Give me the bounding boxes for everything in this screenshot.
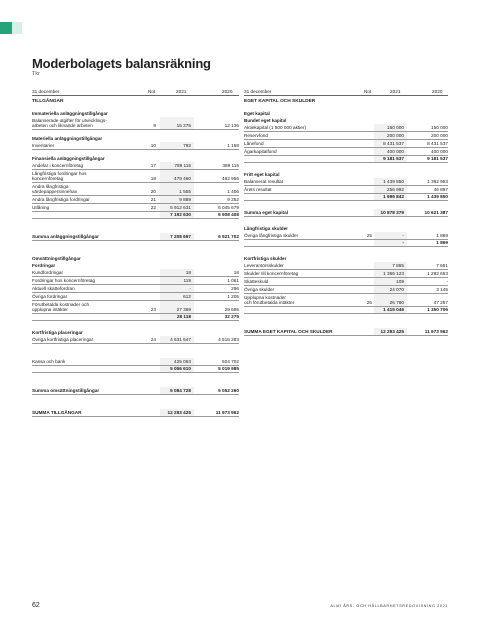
row-value-2020: 1 439 850 [427,193,448,199]
subtotal-row [244,156,448,163]
row-label: SUMMA EGET KAPITAL OCH SKULDER [244,328,333,334]
row-label [32,366,169,368]
row-note: 26 [366,299,372,305]
row-value-2021: 256 992 [387,186,404,192]
row-group [244,171,448,201]
row-value-2021: 792 [183,142,191,148]
row-group [244,225,448,247]
corner-accent-mark [0,22,12,34]
row-value-2020: 7 651 [436,262,448,268]
table-row [32,336,239,344]
row-label: Kassa och bank [32,358,66,364]
group-title: Eget kapital [244,111,270,116]
row-note: 25 [366,232,372,238]
row-group [32,329,239,344]
table-row [32,162,239,170]
row-note: 22 [150,204,156,210]
table-row [244,124,448,132]
row-group [32,110,239,130]
row-value-2020: 3 145 [436,286,448,292]
row-value-2021: 26 780 [389,299,404,305]
row-value-2021: 7 865 [392,262,404,268]
row-group [244,255,448,314]
header-note: Not [364,89,372,94]
row-group [244,110,448,163]
row-note: 9 [153,122,156,128]
row-value-2020: 11 973 962 [424,328,448,334]
row-value-2020: 11 973 962 [215,409,239,415]
header-date: 31 december [32,89,60,94]
row-note: 24 [150,336,156,342]
row-value-2020: 1 869 [436,232,448,238]
row-group [244,209,448,217]
table-row [244,140,448,148]
group-title: Materiella anläggningstillgångar [32,135,103,141]
row-value-2021: 4 631 547 [170,336,191,342]
row-value-2021: 1 356 123 [383,270,404,276]
row-note: 20 [150,188,156,194]
table-row [244,278,448,286]
subtotal-row [32,387,239,395]
row-value-2020: 462 956 [222,175,239,181]
equity-liabilities-column [244,87,448,336]
row-label: Aktiekapital (1 500 000 aktier) [244,125,307,131]
row-value-2020: 9 181 537 [427,155,448,161]
row-value-2021: 200 000 [387,132,404,138]
row-value-2021: 10 878 379 [380,209,404,215]
row-value-2021: 612 [183,293,191,299]
row-group [32,358,239,373]
row-value-2021: 1 555 [179,188,191,194]
page-title: Moderbolagets balansräkning [32,56,211,71]
table-row [244,132,448,140]
row-value-2020: 18 [233,269,239,275]
row-label: Andelar i koncernföretag [32,163,84,169]
assets-section-title: TILLGÅNGAR [32,99,64,104]
row-value-2020: 5 052 260 [218,387,239,393]
table-row [32,358,239,366]
row-value-2020: 6 921 702 [218,233,239,239]
table-row [32,142,239,150]
row-label: Långfristiga fordringar hos koncernföretag [32,171,87,182]
table-row [244,232,448,240]
table-row [32,277,239,285]
row-label: Lånefond [244,141,264,147]
group-subtitle: Fordringar [32,262,56,268]
row-value-2020: 8 431 537 [427,140,448,146]
table-row [32,269,239,277]
row-group [32,387,239,395]
row-label: Utlåning [32,205,50,211]
row-value-2021: 12 293 425 [167,409,191,415]
group-title: Fritt eget kapital [244,171,280,177]
row-label: Kundfordringar [32,270,64,276]
subtotal-row [32,233,239,241]
row-value-2021: 5 084 728 [170,387,191,393]
row-value-2021: 1 415 046 [383,306,404,312]
equity-table-header [244,87,448,96]
subtotal-row [244,209,448,217]
subtotal-row [32,366,239,373]
row-note: 21 [150,196,156,202]
row-value-2021: 24 070 [389,286,404,292]
row-value-2021: 789 115 [174,162,191,168]
row-label: Summa eget kapital [244,210,289,216]
row-label: Balanserat resultat [244,179,284,185]
row-label [244,156,376,158]
header-date: 31 december [244,89,272,94]
row-value-2021: 8 431 537 [383,140,404,146]
row-value-2020: 400 000 [431,148,448,154]
header-year-2020: 2020 [432,89,443,94]
row-value-2020: 389 115 [222,162,239,168]
table-row [244,262,448,270]
row-value-2020: 150 000 [431,124,448,130]
row-value-2020: 296 [231,285,239,291]
row-value-2021: 28 118 [176,313,191,319]
row-value-2021: 119 [183,277,191,283]
row-label: Fordringar hos koncernföretag [32,278,96,284]
row-value-2021: 479 460 [174,175,191,181]
row-group [32,409,239,417]
row-label: Övriga kortfristiga placeringar [32,336,94,342]
table-row [244,294,448,307]
row-group [32,135,239,150]
row-group [244,328,448,336]
row-value-2021: - [402,232,404,238]
row-value-2021: 150 000 [387,124,404,130]
row-value-2020: 1 292 653 [427,270,448,276]
row-value-2021: 109 [396,278,404,284]
header-year-2020: 2020 [222,89,233,94]
group-subtitle: Bundet eget kapital [244,118,287,123]
row-label: Andra långfristiga fordringar [32,197,90,203]
row-value-2020: - [446,278,448,284]
subtotal-row [244,328,448,336]
row-group [32,155,239,219]
row-value-2021: 5 912 631 [170,204,191,210]
header-year-2021: 2021 [176,89,187,94]
assets-table-header [32,87,239,96]
table-row [32,204,239,212]
row-value-2020: 6 045 679 [218,204,239,210]
group-title: Finansiella anläggningstillgångar [32,155,105,161]
row-label: Skatteskuld [244,279,269,285]
table-row [244,148,448,156]
equity-groups [244,110,448,336]
row-label: Reservfond [244,133,268,139]
row-value-2021: 5 056 610 [170,365,191,371]
row-value-2020: 504 702 [222,358,239,364]
row-value-2020: 46 897 [433,186,448,192]
row-label: Övriga skulder [244,287,275,293]
table-row [32,170,239,183]
row-value-2020: 4 515 283 [218,336,239,342]
equity-section-title: EGET KAPITAL OCH SKULDER [244,99,316,104]
row-value-2021: 12 293 425 [380,328,404,334]
page-subtitle: Tkr [32,71,40,77]
footer-report-title: ALMI ÅRS- OCH HÅLLBARHETSREDOVISNING 2021 [330,604,448,608]
row-label: Andra långfristiga värdepappersinnehav [32,184,78,195]
row-value-2021: 7 208 697 [170,233,191,239]
row-group [32,255,239,321]
table-row [244,286,448,294]
row-value-2021: - [189,285,191,291]
group-title: Långfristiga skulder [244,225,288,231]
row-value-2020: 1 392 953 [427,178,448,184]
row-value-2020: 29 695 [224,306,239,312]
row-value-2020: 10 621 387 [424,209,448,215]
row-value-2020: 47 257 [433,299,448,305]
table-row [244,270,448,278]
subtotal-row [244,240,448,247]
row-value-2020: 9 252 [227,196,239,202]
row-value-2020: 32 275 [224,313,239,319]
row-label: Summa omsättningstillgångar [32,387,100,393]
row-label [244,240,376,242]
page-number: 62 [32,602,40,609]
row-value-2020: 5 019 985 [218,365,239,371]
row-value-2021: 15 275 [176,122,191,128]
row-value-2021: 9 889 [179,196,191,202]
row-value-2021: 27 369 [176,306,191,312]
subtotal-row [32,314,239,321]
table-row [32,183,239,196]
row-value-2021: 9 181 537 [383,155,404,161]
row-value-2021: 7 192 630 [170,211,191,217]
row-label: Inventarier [32,143,55,149]
row-value-2021: - [402,239,404,245]
row-note: 10 [150,142,156,148]
row-value-2020: 1 869 [436,239,448,245]
subtotal-row [32,409,239,417]
row-label: Årets resultat [244,187,272,193]
row-label: Övriga långfristiga skulder [244,233,299,239]
row-label [244,307,376,309]
row-value-2020: 6 908 408 [218,211,239,217]
row-label: Skulder till koncernföretag [244,271,299,277]
group-title: Kortfristiga placeringar [32,329,83,335]
group-title: Immateriella anläggningstillgångar [32,111,108,116]
row-note: 23 [150,306,156,312]
row-label: Övriga fordringar [32,294,68,300]
table-row [244,178,448,186]
row-note: 18 [150,175,156,181]
row-value-2021: 1 439 850 [383,178,404,184]
group-title: Omsättningstillgångar [32,255,81,261]
row-value-2020: 200 000 [431,132,448,138]
header-year-2021: 2021 [390,89,401,94]
row-label: SUMMA TILLGÅNGAR [32,409,82,415]
assets-column [32,87,239,417]
row-value-2021: 18 [185,269,191,275]
group-title: Kortfristiga skulder [244,255,287,261]
table-row [244,186,448,194]
row-value-2021: 425 063 [174,358,191,364]
row-label: Leverantörsskulder [244,263,284,269]
table-row [32,117,239,130]
table-row [32,285,239,293]
table-row [32,196,239,204]
row-value-2020: 1 158 [227,142,239,148]
table-row [32,301,239,314]
row-label: Aktuell skattefordran [32,286,75,292]
row-label: Förutbetalda kostnader och upplupna intäkter [32,302,90,312]
subtotal-row [244,194,448,201]
table-row [32,293,239,301]
row-label: Summa anläggningstillgångar [32,234,99,240]
row-label: Balanserade utgifter för utvecklings- arbeten och liknande arbeten [32,118,107,129]
row-group [32,233,239,241]
subtotal-row [244,307,448,314]
row-note: 17 [150,162,156,168]
row-label [32,212,169,214]
assets-groups [32,110,239,417]
row-value-2021: 400 000 [387,148,404,154]
row-label: Upplupna kostnader och förutbetalda intäkter [244,295,295,305]
header-note: Not [148,89,156,94]
subtotal-row [32,212,239,219]
row-value-2020: 1 061 [227,277,239,283]
row-label: Ägarkapitalfond [244,149,277,155]
row-value-2021: 1 696 842 [383,193,404,199]
row-value-2020: 12 136 [224,122,239,128]
row-label [32,314,169,316]
row-value-2020: 1 205 [227,293,239,299]
row-label [244,194,376,196]
row-value-2020: 1 350 706 [427,306,448,312]
row-value-2020: 1 406 [227,188,239,194]
